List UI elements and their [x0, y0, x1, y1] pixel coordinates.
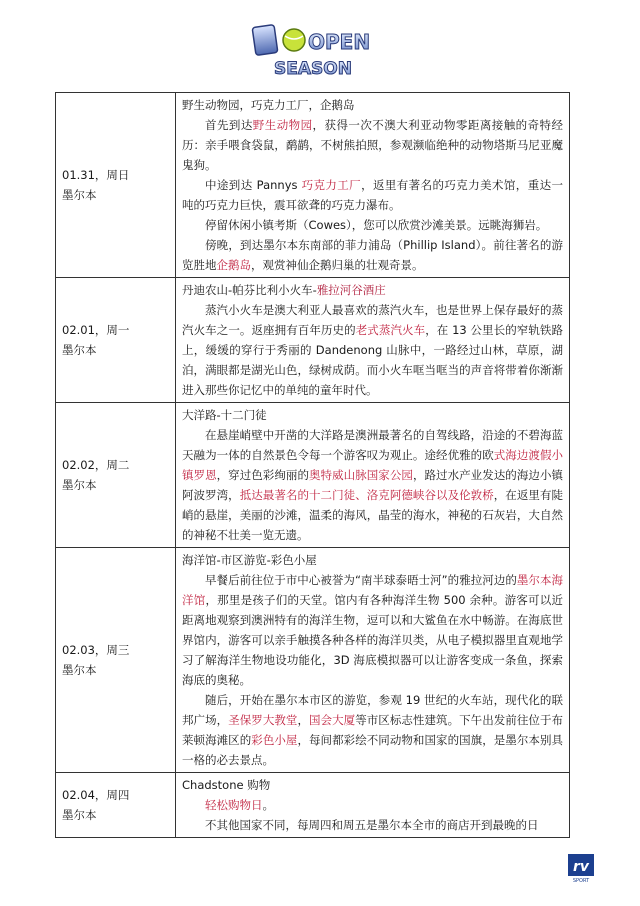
paragraph-text: ，观赏神仙企鹅归巢的壮观奇景。	[251, 258, 424, 272]
highlighted-attraction: 巧克力工厂	[301, 178, 362, 192]
highlighted-attraction: 野生动物园	[252, 118, 313, 132]
title-text: 丹迪农山-帕芬比利小火车-	[182, 283, 317, 297]
day-paragraph	[182, 570, 563, 690]
paragraph-text: 在悬崖峭壁中开凿的大洋路是澳洲最著名的自驾线路，沿途的不碧海蓝天融为一体的自然景色令每一个游客叹为观止。途经优雅的欧	[182, 428, 563, 462]
paragraph-text: 中途到达 Pannys	[205, 178, 302, 192]
itinerary-body	[56, 93, 570, 838]
title-text: 野生动物园，巧克力工厂，企鹅岛	[182, 98, 355, 112]
day-date: 02.03，周三	[62, 643, 130, 657]
day-paragraph	[182, 795, 563, 815]
day-date-cell	[56, 548, 176, 773]
paragraph-text: ，获得一次不澳大利亚动物零距离接触的奇特经历：亲手喂食袋鼠，鹬鹋，不树熊拍照，参观濒临绝种的动物塔斯马尼亚魔鬼狗。	[182, 118, 564, 172]
logo-word-open: OPEN	[308, 30, 371, 54]
paragraph-text: 傍晚，到达墨尔本东南部的菲力浦岛（Phillip Island）。前往著名的游览胜地	[182, 238, 563, 272]
paragraph-text: 。	[262, 798, 274, 812]
footer-logo-letters: rv	[572, 859, 590, 875]
day-date: 02.01，周一	[62, 323, 130, 337]
day-city: 墨尔本	[62, 663, 97, 677]
paragraph-text: ，路过水产业发达的海边小镇阿波罗湾，	[182, 468, 563, 502]
day-paragraph	[182, 300, 563, 400]
highlighted-attraction: 圣保罗大教堂	[228, 713, 298, 727]
footer-brand-logo	[566, 852, 596, 884]
day-paragraph	[182, 175, 563, 215]
day-paragraph	[182, 115, 563, 175]
day-content-cell	[176, 773, 570, 838]
paragraph-text: ，穿过色彩绚丽的	[216, 468, 310, 482]
paragraph-text: ，那里是孩子们的天堂。馆内有各种海洋生物 500 余种。游客可以近距离地观察到澳洲特有的海洋生物，逗可以和大鲨鱼在水中畅游。在海底世界馆内，游客可以亲手触摸各种各样的海洋贝类，从电子模拟器里直观地学习了解海洋生物地设功能化，3D 海底模拟器可以让游客变成一条鱼，探索海底的奥秘。	[182, 593, 563, 687]
highlighted-attraction: 式海边渡假小镇罗恩	[182, 448, 563, 482]
highlighted-attraction: 抵达最著名的十二门徒、洛克阿德峡谷以及伦敦桥	[239, 488, 494, 502]
itinerary-row	[56, 403, 570, 548]
highlighted-attraction: 墨尔本海洋馆	[182, 573, 563, 607]
itinerary-row	[56, 773, 570, 838]
day-paragraph	[182, 425, 563, 545]
day-title	[182, 405, 563, 425]
footer-logo-caption: SPORT	[572, 878, 590, 884]
highlighted-attraction: 奥特威山脉国家公园	[309, 468, 413, 482]
day-date-cell	[56, 773, 176, 838]
day-city: 墨尔本	[62, 478, 97, 492]
day-date-cell	[56, 403, 176, 548]
day-date: 01.31，周日	[62, 168, 130, 182]
day-paragraph	[182, 815, 563, 835]
highlighted-attraction: 彩色小屋	[251, 733, 298, 747]
logo-word-season: SEASON	[274, 59, 352, 79]
paragraph-text: ，每间都彩绘不同动物和国家的国旗，是墨尔本别具一格的必去景点。	[182, 733, 563, 767]
paragraph-text: ，返里有著名的巧克力美术馆，重达一吨的巧克力巨快，震耳欲聋的巧克力瀑布。	[182, 178, 564, 212]
highlighted-attraction: 老式蒸汽火车	[355, 323, 426, 337]
day-title	[182, 775, 563, 795]
paragraph-text: ，	[297, 713, 310, 727]
highlighted-attraction: 国会大厦	[309, 713, 356, 727]
paragraph-text: 首先到达	[205, 118, 253, 132]
day-title	[182, 280, 563, 300]
day-date-cell	[56, 278, 176, 403]
day-city: 墨尔本	[62, 188, 97, 202]
title-text: 大洋路-十二门徒	[182, 408, 267, 422]
day-paragraph	[182, 215, 563, 235]
day-title	[182, 95, 563, 115]
day-content-cell	[176, 548, 570, 773]
paragraph-text: 停留休闲小镇考斯（Cowes），您可以欣赏沙滩美景。远眺海狮岩。	[205, 218, 548, 232]
paragraph-text: 蒸汽小火车是澳大利亚人最喜欢的蒸汽火车，也是世界上保存最好的蒸汽火车之一。返座拥有百年历史的	[182, 303, 563, 337]
day-date: 02.02，周二	[62, 458, 130, 472]
day-city: 墨尔本	[62, 343, 97, 357]
day-content-cell	[176, 278, 570, 403]
highlighted-attraction: 企鹅岛	[216, 258, 251, 272]
itinerary-table	[55, 92, 570, 838]
day-paragraph	[182, 235, 563, 275]
day-date: 02.04，周四	[62, 788, 130, 802]
day-content-cell	[176, 403, 570, 548]
paragraph-text: ，在 13 公里长的窄轨铁路上，缓缓的穿行于秀丽的 Dandenong 山脉中，一路经过山林，草原，湖泊，满眼都是湖光山色，绿树成荫。而小火车哐当哐当的声音将带着你渐渐进入那些你记忆中的单纯的童年时代。	[182, 323, 564, 397]
day-paragraph	[182, 690, 563, 770]
day-date-cell	[56, 93, 176, 278]
day-city: 墨尔本	[62, 808, 97, 822]
day-title	[182, 550, 563, 570]
title-highlight: 雅拉河谷酒庄	[316, 283, 386, 297]
itinerary-row	[56, 278, 570, 403]
itinerary-row	[56, 93, 570, 278]
paragraph-text: 早餐后前往位于市中心被誉为“南半球泰晤士河”的雅拉河边的	[205, 573, 517, 587]
title-text: 海洋馆-市区游览-彩色小屋	[182, 553, 317, 567]
paragraph-text: 等市区标志性建筑。下午出发前往位于布莱顿海滩区的	[182, 713, 563, 747]
title-text: Chadstone 购物	[182, 778, 271, 792]
paragraph-text: 随后，开始在墨尔本市区的游览，参观 19 世纪的火车站，现代化的联邦广场，	[182, 693, 563, 727]
paragraph-text: ，在返里有陡峭的悬崖，美丽的沙滩，温柔的海风，晶莹的海水，神秘的石灰岩，大自然的神秘不壮美一览无遗。	[182, 488, 563, 542]
itinerary-row	[56, 548, 570, 773]
paragraph-text: 不其他国家不同，每周四和周五是墨尔本全市的商店开到最晚的日	[205, 818, 539, 832]
highlighted-attraction: 轻松购物日	[205, 798, 263, 812]
day-content-cell	[176, 93, 570, 278]
open-season-logo	[250, 18, 390, 80]
